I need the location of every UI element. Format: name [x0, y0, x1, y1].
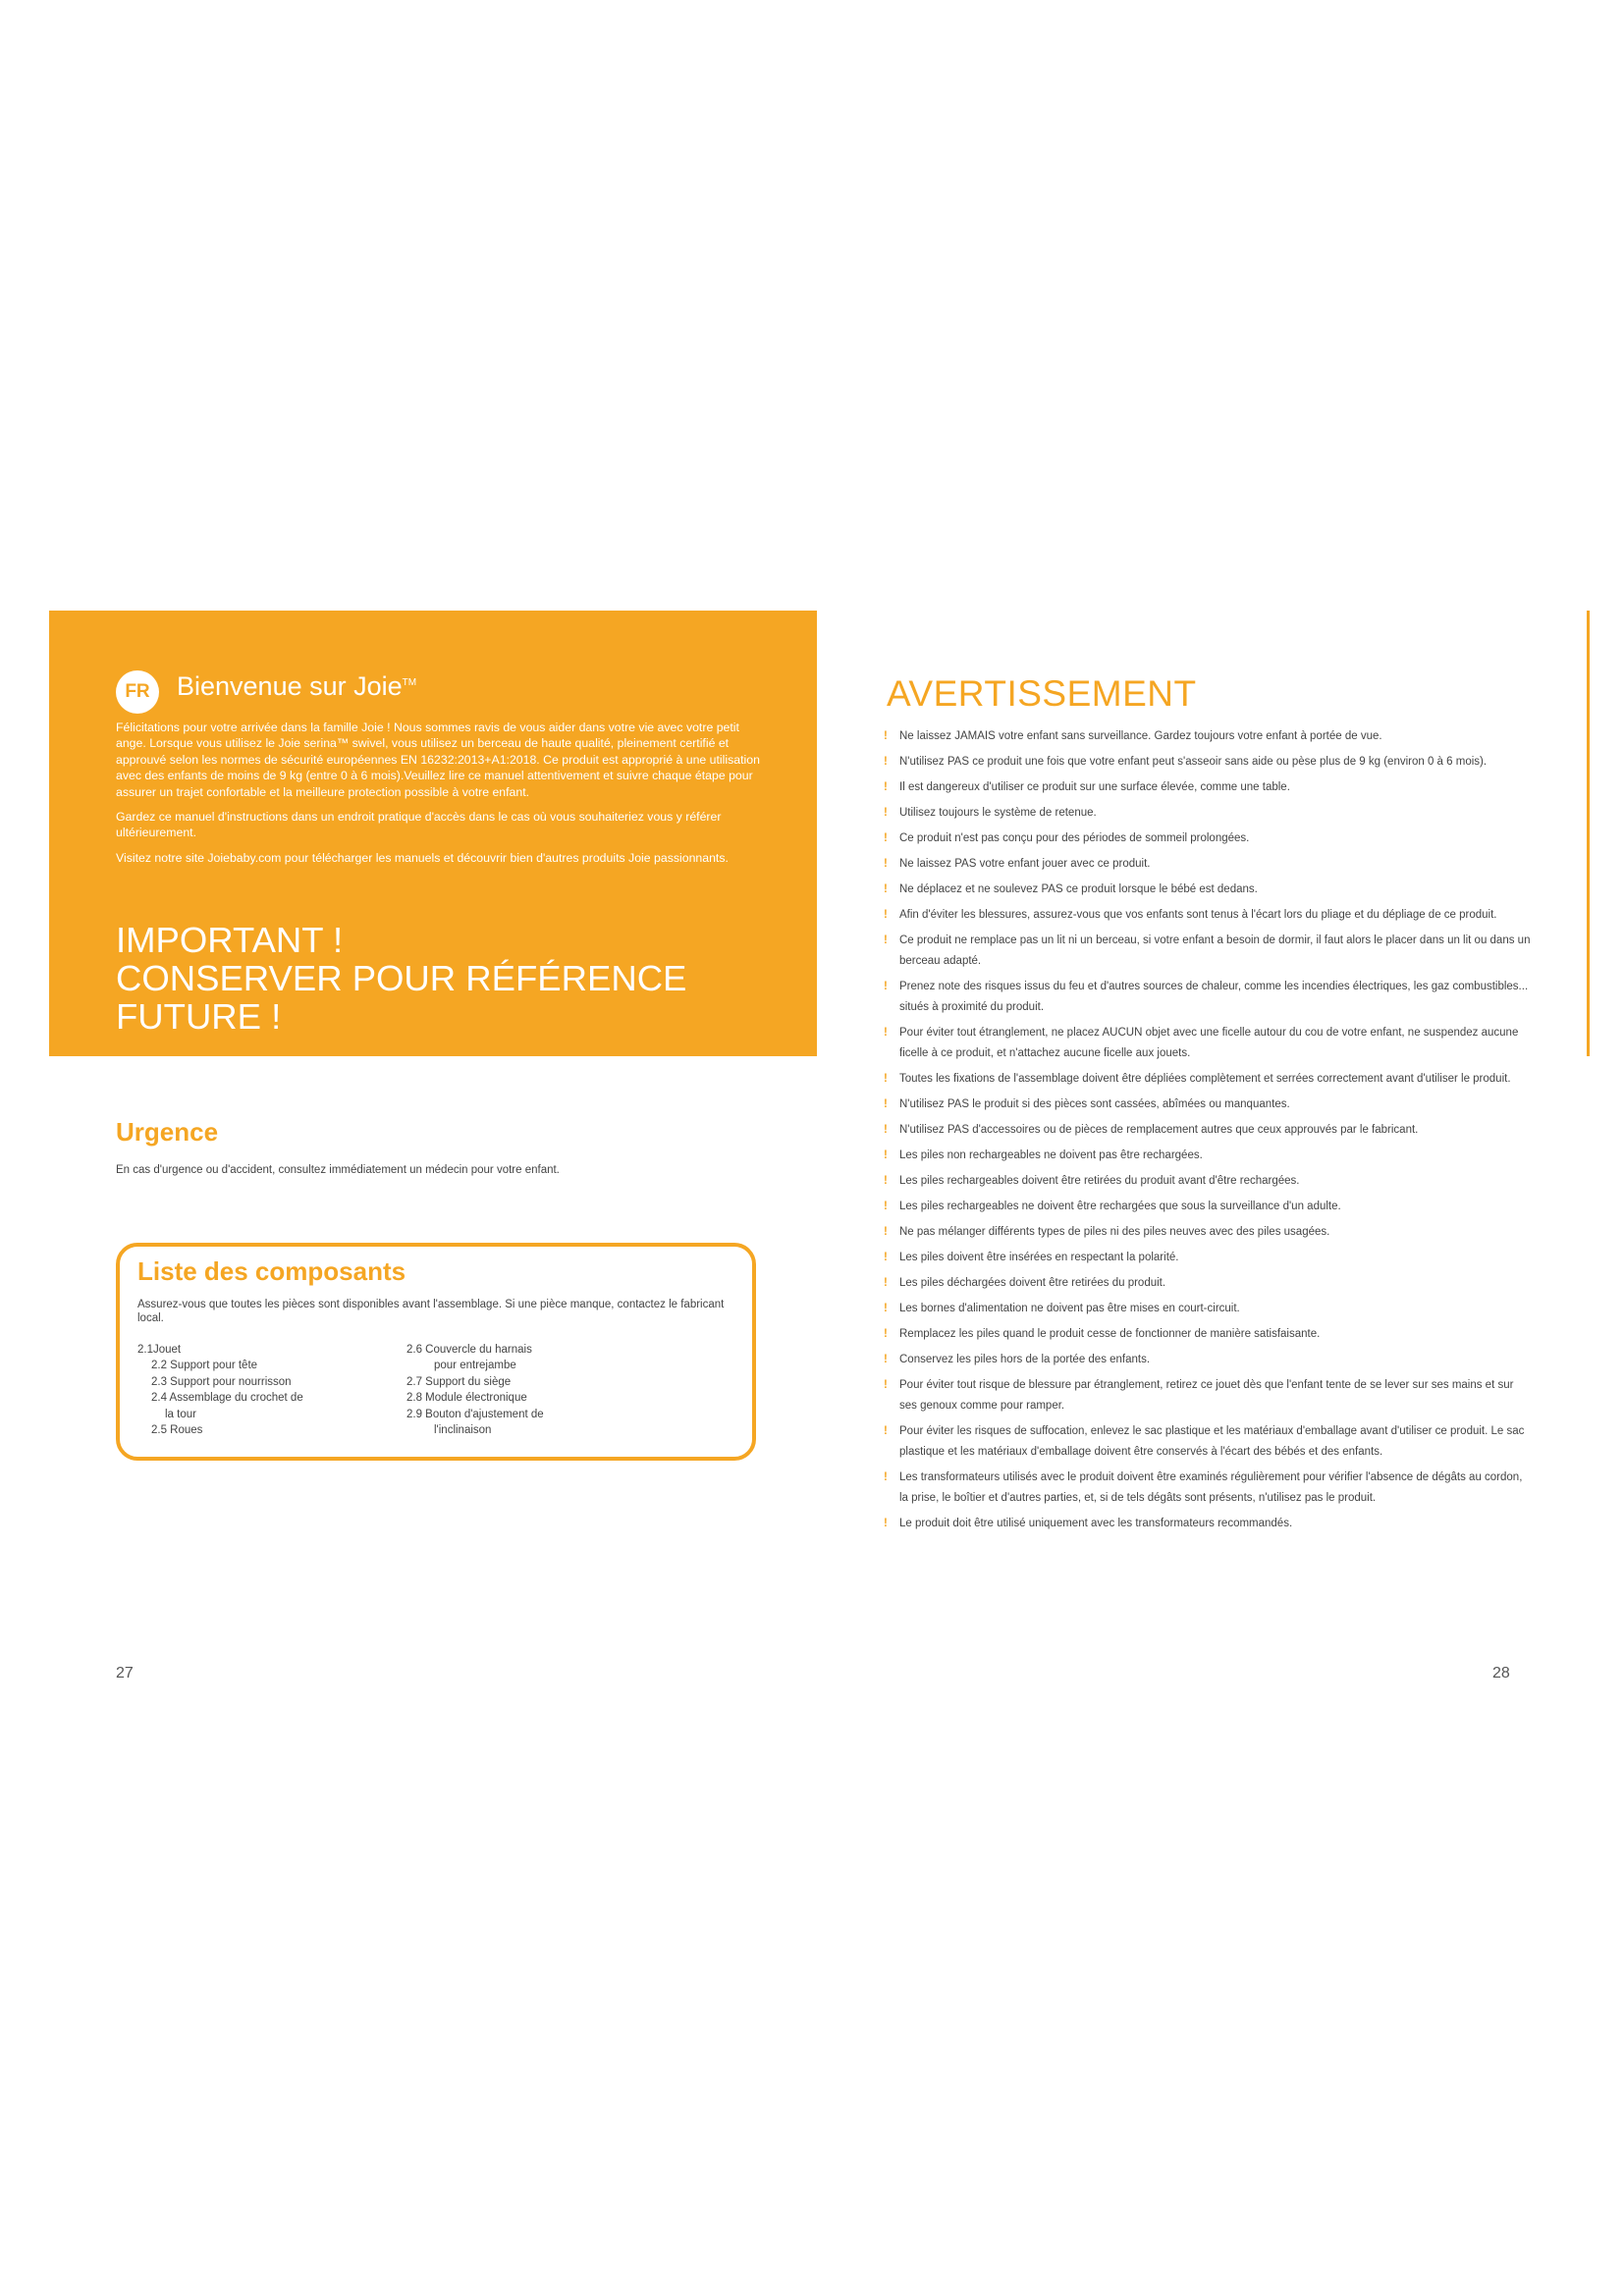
warning-marker-icon: !	[884, 1149, 888, 1161]
language-badge: FR	[116, 670, 159, 714]
warning-text: Pour éviter tout étranglement, ne placez AUCUN objet avec une ficelle autour du cou de votre enfant, ne suspendez aucune ficelle à ce produit, et n'attachez aucune ficelle aux jouets.	[899, 1027, 1519, 1059]
warning-text: Il est dangereux d'utiliser ce produit sur une surface élevée, comme une table.	[899, 781, 1290, 793]
warning-marker-icon: !	[884, 730, 888, 742]
warning-item	[884, 1222, 1532, 1243]
warning-text: Les piles doivent être insérées en respectant la polarité.	[899, 1252, 1179, 1263]
warning-text: Les piles non rechargeables ne doivent pas être rechargées.	[899, 1149, 1203, 1161]
component-item: 2.7 Support du siège	[406, 1375, 512, 1388]
warning-text: Ce produit ne remplace pas un lit ni un berceau, si votre enfant a besoin de dormir, il faut alors le placer dans un lit ou dans un berceau adapté.	[899, 934, 1531, 967]
warning-marker-icon: !	[884, 1471, 888, 1483]
warning-text: N'utilisez PAS le produit si des pièces sont cassées, abîmées ou manquantes.	[899, 1098, 1290, 1110]
warning-text: N'utilisez PAS ce produit une fois que votre enfant peut s'asseoir sans aide ou pèse plus de 9 kg (environ 0 à 6 mois).	[899, 756, 1488, 768]
warning-text: Toutes les fixations de l'assemblage doivent être dépliées complètement et serrées correctement avant d'utiliser le produit.	[899, 1073, 1511, 1085]
warning-text: Le produit doit être utilisé uniquement avec les transformateurs recommandés.	[899, 1518, 1293, 1529]
warning-item	[884, 1146, 1532, 1166]
warning-item	[884, 777, 1532, 798]
warning-text: Les bornes d'alimentation ne doivent pas être mises en court-circuit.	[899, 1303, 1240, 1314]
warning-marker-icon: !	[884, 1303, 888, 1314]
warning-item	[884, 905, 1532, 926]
important-heading	[116, 921, 803, 1036]
components-column-2	[406, 1342, 544, 1438]
warning-item	[884, 1350, 1532, 1370]
welcome-title	[177, 671, 416, 702]
intro-paragraph: Visitez notre site Joiebaby.com pour télécharger les manuels et découvrir bien d'autres produits Joie passionnants.	[116, 850, 729, 865]
warning-marker-icon: !	[884, 858, 888, 870]
warning-text: Ne laissez PAS votre enfant jouer avec ce produit.	[899, 858, 1151, 870]
components-column-1	[137, 1342, 303, 1438]
warning-text: N'utilisez PAS d'accessoires ou de pièces de remplacement autres que ceux approuvés par le fabricant.	[899, 1124, 1419, 1136]
component-item: la tour	[165, 1408, 196, 1420]
warning-item	[884, 1248, 1532, 1268]
component-item: pour entrejambe	[434, 1360, 516, 1372]
warning-text: Ne pas mélanger différents types de piles ni des piles neuves avec des piles usagées.	[899, 1226, 1330, 1238]
component-item: 2.2 Support pour tête	[151, 1360, 258, 1372]
page-number-right: 28	[1492, 1665, 1510, 1682]
component-item: l'inclinaison	[434, 1424, 492, 1437]
components-heading: Liste des composants	[137, 1256, 406, 1286]
warning-marker-icon: !	[884, 1354, 888, 1365]
warning-item	[884, 803, 1532, 824]
components-note: Assurez-vous que toutes les pièces sont disponibles avant l'assemblage. Si une pièce manque, contactez le fabricant local.	[137, 1299, 725, 1324]
warning-item	[884, 1197, 1532, 1217]
intro-text	[116, 720, 764, 875]
warning-marker-icon: !	[884, 781, 888, 793]
component-item: 2.4 Assemblage du crochet de	[151, 1392, 303, 1405]
warning-item	[884, 1023, 1532, 1064]
important-line: IMPORTANT !	[116, 920, 344, 960]
urgence-heading: Urgence	[116, 1117, 219, 1147]
warning-text: Remplacez les piles quand le produit cesse de fonctionner de manière satisfaisante.	[899, 1328, 1321, 1340]
warning-marker-icon: !	[884, 1518, 888, 1529]
warning-item	[884, 931, 1532, 972]
warning-marker-icon: !	[884, 1379, 888, 1391]
warning-text: Prenez note des risques issus du feu et d'autres sources de chaleur, comme les incendies électriques, les gaz combustibles... situés à proximité du produit.	[899, 981, 1529, 1013]
urgence-text: En cas d'urgence ou d'accident, consultez immédiatement un médecin pour votre enfant.	[116, 1164, 560, 1176]
warning-text: Pour éviter tout risque de blessure par étranglement, retirez ce jouet dès que l'enfant tente de se lever sur ses mains et sur ses genoux comme pour ramper.	[899, 1379, 1514, 1412]
warning-text: Ne déplacez et ne soulevez PAS ce produit lorsque le bébé est dedans.	[899, 883, 1258, 895]
warning-item	[884, 880, 1532, 900]
component-item: 2.8 Module électronique	[406, 1392, 527, 1405]
warning-item	[884, 1421, 1532, 1463]
warning-marker-icon: !	[884, 981, 888, 992]
trademark-mark: TM	[402, 677, 417, 688]
warning-item	[884, 1375, 1532, 1416]
warning-item	[884, 1171, 1532, 1192]
warning-marker-icon: !	[884, 1252, 888, 1263]
warning-marker-icon: !	[884, 1277, 888, 1289]
page-number-left: 27	[116, 1665, 134, 1682]
warning-marker-icon: !	[884, 1124, 888, 1136]
warning-item	[884, 1273, 1532, 1294]
warning-item	[884, 1514, 1532, 1534]
warning-item	[884, 1120, 1532, 1141]
warning-marker-icon: !	[884, 1175, 888, 1187]
warning-heading: AVERTISSEMENT	[887, 673, 1197, 714]
warning-text: Ce produit n'est pas conçu pour des périodes de sommeil prolongées.	[899, 832, 1250, 844]
warning-item	[884, 977, 1532, 1018]
warning-marker-icon: !	[884, 1098, 888, 1110]
warning-marker-icon: !	[884, 883, 888, 895]
warning-text: Les piles rechargeables doivent être retirées du produit avant d'être rechargées.	[899, 1175, 1300, 1187]
component-item: 2.3 Support pour nourrisson	[151, 1375, 292, 1388]
warning-text: Les transformateurs utilisés avec le produit doivent être examinés régulièrement pour vérifier l'absence de dégâts au cordon, la prise, le boîtier et d'autres parties, et, si de tels dégâts sont présents, n'utilisez pas le produit.	[899, 1471, 1523, 1504]
important-line: FUTURE !	[116, 996, 282, 1037]
warning-marker-icon: !	[884, 756, 888, 768]
warning-marker-icon: !	[884, 1425, 888, 1437]
component-item: 2.6 Couvercle du harnais	[406, 1344, 532, 1356]
warning-text: Ne laissez JAMAIS votre enfant sans surveillance. Gardez toujours votre enfant à portée de vue.	[899, 730, 1382, 742]
warning-marker-icon: !	[884, 1073, 888, 1085]
warning-marker-icon: !	[884, 1226, 888, 1238]
warning-text: Pour éviter les risques de suffocation, enlevez le sac plastique et les matériaux d'emballage avant d'utiliser ce produit. Le sac plastique et les matériaux d'emballage doivent être conservés à l'écart des bébés et des enfants.	[899, 1425, 1525, 1458]
warning-list	[884, 726, 1532, 1539]
warning-marker-icon: !	[884, 832, 888, 844]
warning-marker-icon: !	[884, 909, 888, 921]
intro-paragraph: Gardez ce manuel d'instructions dans un endroit pratique d'accès dans le cas où vous souhaiteriez vous y référer ultérieurement.	[116, 810, 722, 840]
page-edge-rule	[1587, 611, 1590, 1056]
warning-text: Afin d'éviter les blessures, assurez-vous que vos enfants sont tenus à l'écart lors du pliage et du dépliage de ce produit.	[899, 909, 1497, 921]
warning-item	[884, 828, 1532, 849]
warning-item	[884, 1095, 1532, 1115]
warning-item	[884, 752, 1532, 773]
warning-marker-icon: !	[884, 807, 888, 819]
intro-paragraph: Félicitations pour votre arrivée dans la famille Joie ! Nous sommes ravis de vous aider dans votre vie avec votre petit ange. Lorsque vous utilisez le Joie serina™ swivel, vous utilisez un berceau de haute qualité, pleinement certifié et approuvé selon les normes de sécurité européennes EN 16232:2013+A1:2018. Ce produit est approprié à une utilisation avec des enfants de moins de 9 kg (entre 0 à 6 mois).Veuillez lire ce manuel attentivement et suivre chaque étape pour assurer un trajet confortable et la meilleure protection possible à votre enfant.	[116, 721, 760, 799]
warning-item	[884, 1324, 1532, 1345]
warning-marker-icon: !	[884, 1201, 888, 1212]
warning-text: Utilisez toujours le système de retenue.	[899, 807, 1097, 819]
warning-item	[884, 1468, 1532, 1509]
warning-item	[884, 854, 1532, 875]
warning-marker-icon: !	[884, 934, 888, 946]
component-item: 2.5 Roues	[151, 1424, 203, 1437]
warning-marker-icon: !	[884, 1027, 888, 1039]
warning-marker-icon: !	[884, 1328, 888, 1340]
component-item: 2.9 Bouton d'ajustement de	[406, 1408, 544, 1420]
warning-text: Les piles déchargées doivent être retirées du produit.	[899, 1277, 1166, 1289]
warning-text: Conservez les piles hors de la portée des enfants.	[899, 1354, 1151, 1365]
warning-text: Les piles rechargeables ne doivent être rechargées que sous la surveillance d'un adulte.	[899, 1201, 1341, 1212]
welcome-title-text: Bienvenue sur Joie	[177, 671, 403, 701]
important-line: CONSERVER POUR RÉFÉRENCE	[116, 958, 687, 998]
warning-item	[884, 726, 1532, 747]
warning-item	[884, 1299, 1532, 1319]
warning-item	[884, 1069, 1532, 1090]
component-item: 2.1Jouet	[137, 1344, 182, 1356]
